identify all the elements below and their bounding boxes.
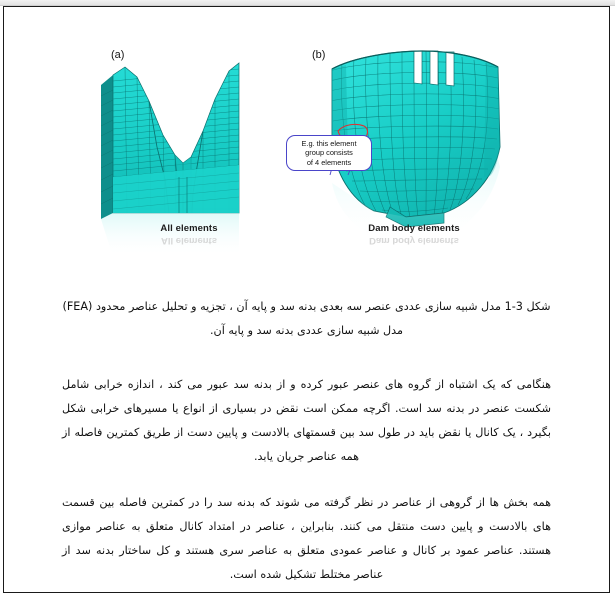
figure-panels <box>79 27 534 282</box>
document-page <box>3 6 610 593</box>
figure-caption-line-1: شکل 3-1 مدل شبیه سازی عددی عنصر سه بعدی بدنه سد و پایه آن ، تجزیه و تحلیل عناصر <box>129 300 551 313</box>
panel-b-tag: (b) <box>312 49 326 61</box>
callout-line-1: E.g. this element <box>301 139 357 148</box>
callout-line-2: group consists <box>305 148 353 158</box>
figure-caption-line-2: محدود (FEA) مدل شبیه سازی عددی بدنه سد و پایه آن. <box>62 300 404 337</box>
paragraph-1: هنگامی که یک اشتباه از گروه های عنصر عبور کرده و از بدنه سد عبور می کند ، اندازه خرابی شامل شکست عنصر در بدنه سد است. اگرچه ممکن است نقض در بسیاری از انواع یا مسیرهای خرابی شکل بگیرد ، یک کانال یا نقض باید در طول سد بین قسمتهای بالادست و پایین دست از طریق کمترین فاصله از همه عناصر جریان یابد. <box>62 378 551 463</box>
figure-caption <box>62 295 551 343</box>
figure-container <box>4 27 609 282</box>
document-text-body <box>4 295 609 587</box>
element-group-callout <box>286 135 372 171</box>
figure-panel-b <box>294 27 534 282</box>
panel-b-caption: Dam body elements <box>368 223 460 234</box>
panel-a-caption-reflection: All elements <box>161 235 217 246</box>
figure-panel-a <box>79 27 299 282</box>
panel-a-caption: All elements <box>160 223 218 234</box>
paragraph-2: همه بخش ها از گروهی از عناصر در نظر گرفته می شوند که بدنه سد را در کمترین فاصله بین قسمت های بالادست و پایین دست منتقل می کنند. بنابراین ، عناصر در امتداد کانال متعلق به عناصر موازی هستند. عناصر عمود بر کانال و عناصر عمودی متعلق به عناصر سری هستند و کل ساختار بدنه سد از عناصر مختلط تشکیل شده است. <box>62 496 551 581</box>
panel-b-caption-reflection: Dam body elements <box>369 235 459 246</box>
callout-line-3: of 4 elements <box>306 157 352 167</box>
panel-a-tag: (a) <box>111 49 125 61</box>
